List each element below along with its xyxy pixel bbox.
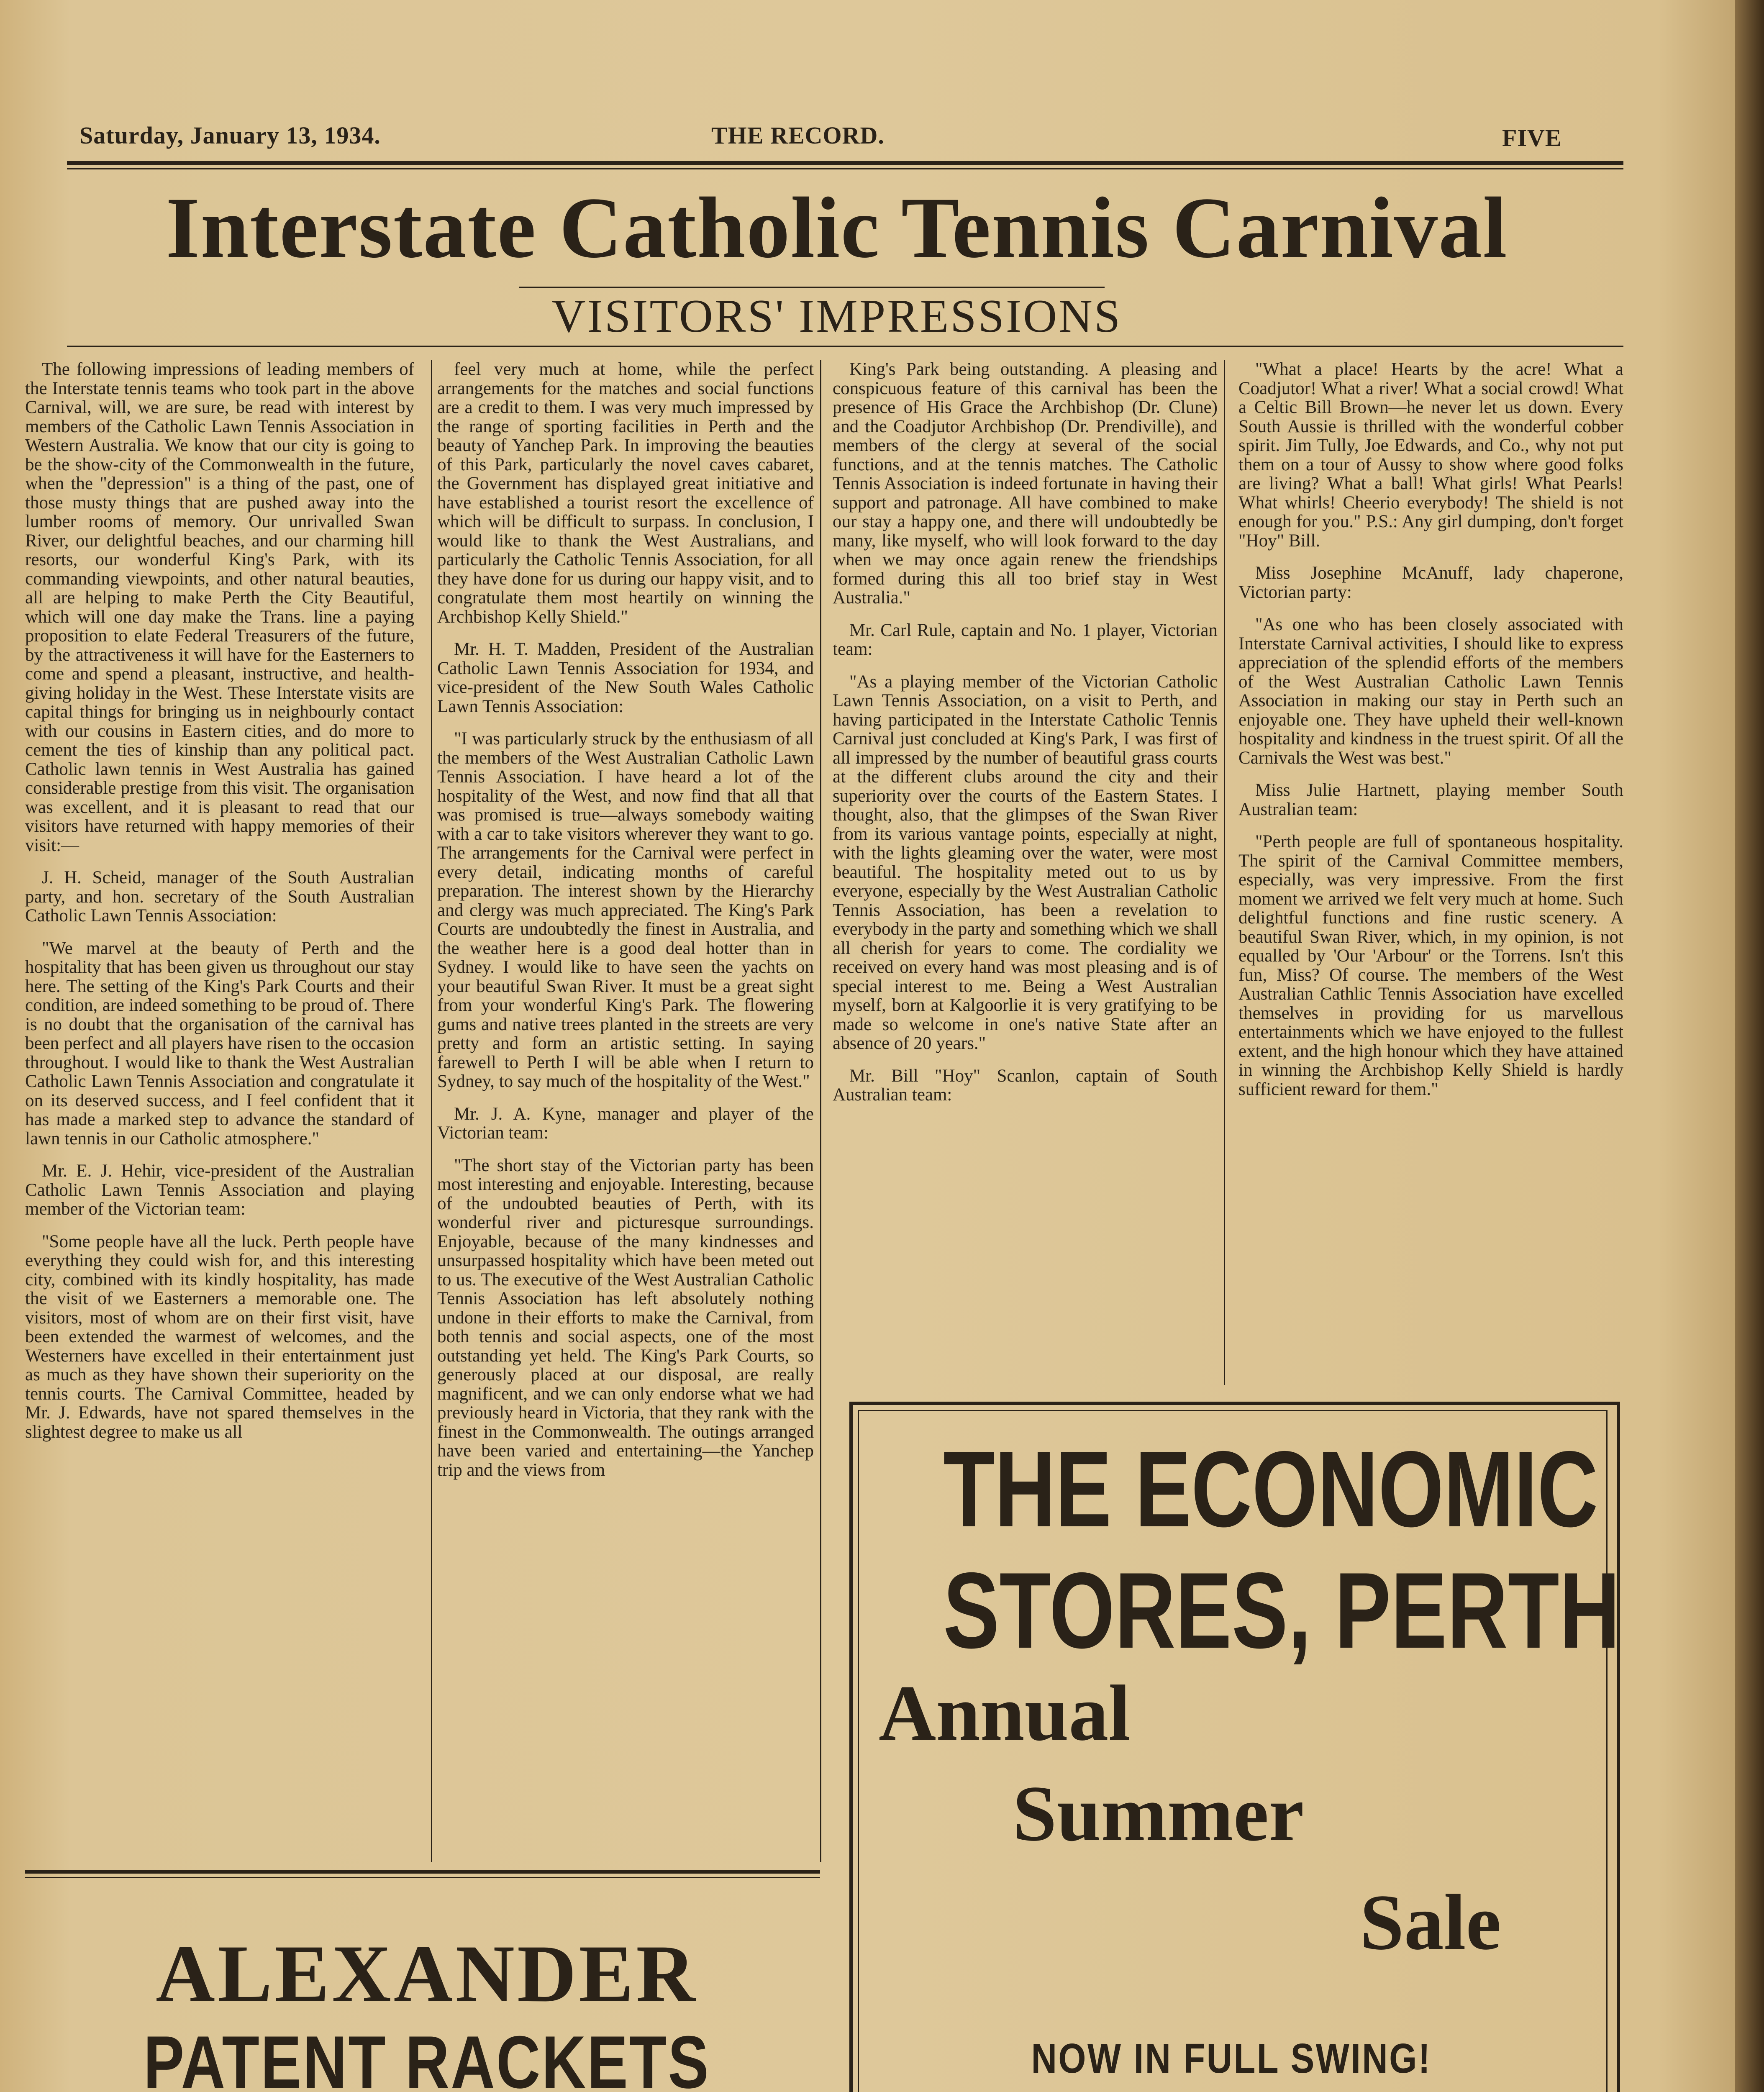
econ-sale: Sale (1360, 1879, 1501, 1966)
subtitle-rule (67, 346, 1623, 347)
article-paragraph: The following impressions of leading members of the Interstate tennis teams who took part in the above Carnival, will, we are sure, be read with interest by members of the Catholic Lawn Tennis Association in Western Australia. We know that our city is going to be the show-city of the Commonwealth in the future, when the "depression" is a thing of the past, one of those musty things that are pushed away into the lumber rooms of memory. Our unrivalled Swan River, our delightful beaches, and our charming hill resorts, our wonderful King's Park, with its commanding viewpoints, and other natural beauties, all are helping to make Perth the City Beautiful, which will one day make the Trans. line a paying proposition to elate Federal Treasurers of the future, by the attractiveness it will have for the Easterners to come and spend a pleasant, instructive, and health-giving holiday in the West. These Interstate visits are capital things for bringing us in neighbourly contact with our cousins in Eastern cities, and do more to cement the ties of kinship than any political pact. Catholic lawn tennis in West Australia has gained considerable prestige from this visit. The organisation was excellent, and it is pleasant to read that our visitors have returned with happy memories of their visit:— (25, 360, 414, 855)
article-paragraph: "We marvel at the beauty of Perth and the hospitality that has been given us throughout our stay here. The setting of the King's Park Courts and their condition, are indeed something to be proud of. There is no doubt that the organisation of the carnival has been perfect and all players have risen to the occasion throughout. I would like to thank the West Australian Catholic Lawn Tennis Association and congratulate it on its deserved success, and I feel confident that it has made a marked step to advance the standard of lawn tennis in our Catholic atmosphere." (25, 938, 414, 1149)
article-column-4 (1238, 360, 1623, 1385)
article-subtitle: VISITORS' IMPRESSIONS (551, 290, 1122, 342)
header-date: Saturday, January 13, 1934. (79, 122, 381, 149)
article-paragraph: "What a place! Hearts by the acre! What a Coadjutor! What a river! What a social crowd! What a Celtic Bill Brown—he never let us down. Every South Aussie is thrilled with the wonderful cobber spirit. Jim Tully, Joe Edwards, and Co., why not put them on a tour of Aussy to show where good folks are living? What a ball! What girls! What Pearls! What whirls! Cheerio everybody! The shield is not enough for you." P.S.: Any girl dumping, don't forget "Hoy" Bill. (1238, 360, 1623, 551)
article-paragraph: "The short stay of the Victorian party has been most interesting and enjoyable. Interesting, because of the undoubted beauties of Perth, with its wonderful river and picturesque surroundings. Enjoyable, because of the many kindnesses and unsurpassed hospitality which have been meted out to us. The executive of the West Australian Catholic Tennis Association has left absolutely nothing undone in their efforts to make the Carnival, from both tennis and social aspects, one of the most outstanding yet held. The King's Park Courts, so generously placed at our disposal, are really magnificent, and we can only endorse what we had previously heard in Victoria, that they rank with the finest in the Commonwealth. The outings arranged have been varied and entertaining—the Yanchep trip and the views from (437, 1155, 814, 1480)
ad-alex-headline: ALEXANDER (156, 1928, 698, 2019)
article-paragraph: "Perth people are full of spontaneous hospitality. The spirit of the Carnival Committee members, especially, was very impressive. From the first moment we arrived we felt very much at home. Such delightful functions and fine rustic scenery. A beautiful Swan River, which, in my opinion, is not equalled by 'Our 'Arbour' or the Torrens. Isn't this fun, Miss? Of course. The members of the West Australian Cathlic Tennis Association have excelled themselves in providing for us marvellous entertainments which we have enjoyed to the fullest extent, and the high honour which they have attained in winning the Archbishop Kelly Shield is hardly sufficient reward for them." (1238, 832, 1623, 1099)
article-paragraph: feel very much at home, while the perfect arrangements for the matches and social functions are a credit to them. I was very much impressed by the range of sporting facilities in Perth and the beauty of Yanchep Park. In improving the beauties of this Park, particularly the novel caves cabaret, the Government has displayed great initiative and have established a tourist resort the excellence of which will be difficult to surpass. In conclusion, I would like to thank the West Australians, and particularly the Catholic Tennis Association, for all they have done for us during our happy visit, and to congratulate them most heartily on winning the Archbishop Kelly Shield." (437, 360, 814, 627)
article-paragraph: "Some people have all the luck. Perth people have everything they could wish for, and this interesting city, combined with its kindly hospitality, has made the visit of we Easterners a memorable one. The visitors, most of whom are on their first visit, have been extended the warmest of welcomes, and the Westerners have excelled in their entertainment just as much as they have shown their superiority on the tennis courts. The Carnival Committee, headed by Mr. J. Edwards, have not spared themselves in the slightest degree to make us all (25, 1231, 414, 1442)
econ-headline-2: STORES, PERTH (943, 1550, 1620, 1671)
page-edge (1735, 0, 1764, 2092)
article-column-2 (437, 360, 814, 1862)
article-paragraph: "As a playing member of the Victorian Catholic Lawn Tennis Association, on a visit to Perth, and having participated in the Interstate Catholic Tennis Carnival just concluded at King's Park, I was first of all impressed by the number of beautiful grass courts at the different clubs around the city and their superiority over the courts of the Eastern States. I thought, also, that the glimpses of the Swan River from its various vantage points, especially at night, with the lights gleaming over the water, were most beautiful. The hospitality meted out to us by everyone, especially by the West Australian Catholic Tennis Association, has been a revelation to everybody in the party and something which we shall all cherish for years to come. The cordiality we received on every hand was most pleasing and is of special interest to me. Being a West Australian myself, born at Kalgoorlie it is very gratifying to be made so welcome in one's native State after an absence of 20 years." (833, 672, 1218, 1053)
article-paragraph: Mr. J. A. Kyne, manager and player of the Victorian team: (437, 1104, 814, 1143)
alexander-racket-advertisement (25, 1883, 828, 2092)
title-rule (519, 287, 1105, 288)
ad-rule-top-thin (25, 1877, 820, 1878)
econ-summer: Summer (1013, 1770, 1304, 1858)
column-rule (1224, 360, 1225, 1385)
ad-alex-subheadline: PATENT RACKETS (143, 2020, 710, 2092)
header-rule-thick (67, 161, 1623, 165)
article-column-3 (833, 360, 1218, 1385)
econ-headline-1: THE ECONOMIC (943, 1428, 1598, 1549)
article-paragraph: Mr. Bill "Hoy" Scanlon, captain of South Australian team: (833, 1066, 1218, 1105)
column-rule (820, 360, 821, 1862)
ad-rule-top (25, 1870, 820, 1874)
article-paragraph: King's Park being outstanding. A pleasing and conspicuous feature of this carnival has been the presence of His Grace the Archbishop (Dr. Clune) and the Coadjutor Archbishop (Dr. Prendiville), and members of the clergy at several of the social functions, and at the tennis matches. The Catholic Tennis Association is indeed fortunate in having their support and patronage. All have combined to make our stay a happy one, and there will undoubtedly be many, like myself, who will look forward to the day when we may once again renew the friendships formed during this all too brief stay in West Australia." (833, 360, 1218, 608)
article-paragraph: Miss Julie Hartnett, playing member South Australian team: (1238, 780, 1623, 819)
article-paragraph: "I was particularly struck by the enthusiasm of all the members of the West Australian Catholic Lawn Tennis Association. I have heard a lot of the hospitality of the West, and now find that all that was promised is true—always somebody waiting with a car to take visitors wherever they want to go. The arrangements for the Carnival were perfect in every detail, indicating months of careful preparation. The interest shown by the Hierarchy and clergy was much appreciated. The King's Park Courts are undoubtedly the finest in Australia, and the weather here is a good deal hotter than in Sydney. I would like to have seen the yachts on your beautiful Swan River. It must be a great sight from your wonderful King's Park. The flowering gums and native trees planted in the streets are very pretty and form an artistic setting. In saying farewell to Perth I will be able when I return to Sydney, to say much of the hospitality of the West." (437, 729, 814, 1091)
econ-full-swing: NOW IN FULL SWING! (1031, 2035, 1432, 2082)
article-title: Interstate Catholic Tennis Carnival (166, 179, 1508, 276)
article-paragraph: "As one who has been closely associated with Interstate Carnival activities, I should like to express appreciation of the splendid efforts of the members of the West Australian Catholic Lawn Tennis Association in making our stay in Perth such an enjoyable one. They have upheld their well-known hospitality and kindness in the truest spirit. Of all the Carnivals the West was best." (1238, 615, 1623, 768)
header-rule-thin (67, 168, 1623, 169)
article-paragraph: Mr. Carl Rule, captain and No. 1 player, Victorian team: (833, 620, 1218, 659)
header-page-number: FIVE (1502, 124, 1562, 151)
article-paragraph: J. H. Scheid, manager of the South Australian party, and hon. secretary of the South Australian Catholic Lawn Tennis Association: (25, 868, 414, 926)
column-rule (431, 360, 432, 1862)
header-paper-name: THE RECORD. (711, 122, 885, 149)
article-paragraph: Miss Josephine McAnuff, lady chaperone, Victorian party: (1238, 563, 1623, 602)
article-paragraph: Mr. E. J. Hehir, vice-president of the Australian Catholic Lawn Tennis Association and playing member of the Victorian team: (25, 1161, 414, 1219)
article-column-1 (25, 360, 414, 1862)
econ-annual: Annual (879, 1669, 1131, 1757)
article-paragraph: Mr. H. T. Madden, President of the Australian Catholic Lawn Tennis Association for 1934, and vice-president of the New South Wales Catholic Lawn Tennis Association: (437, 639, 814, 716)
